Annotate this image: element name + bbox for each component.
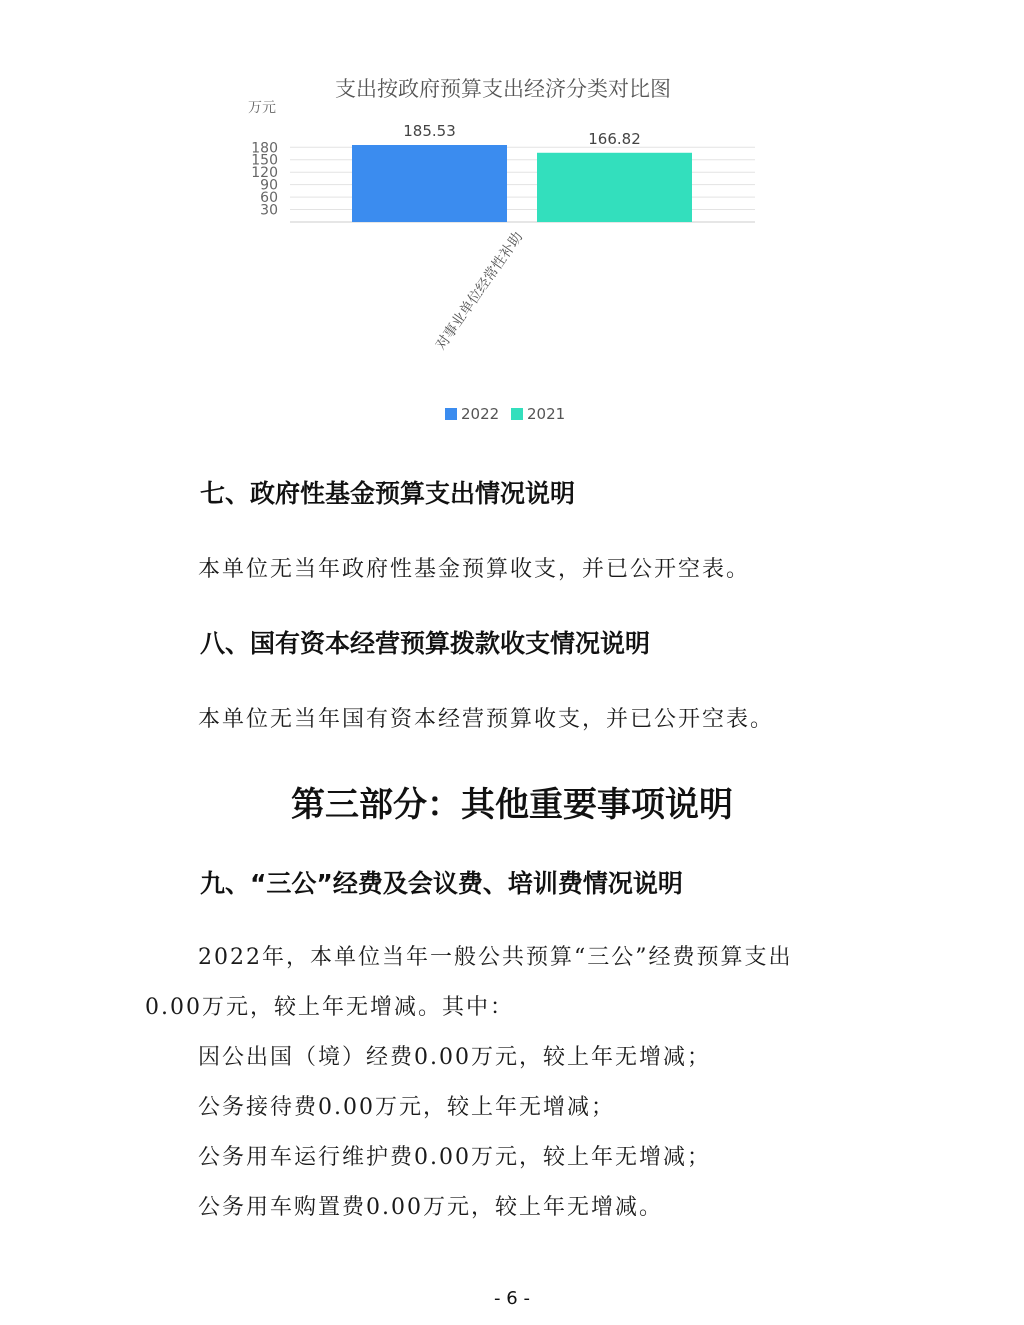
chart-legend [445, 405, 565, 423]
y-tick-label: 90 [260, 177, 278, 194]
y-tick-label: 30 [260, 202, 278, 219]
page-number: - 6 - [494, 1288, 530, 1309]
y-tick-label: 60 [260, 190, 278, 207]
part-3-title: 第三部分：其他重要事项说明 [291, 785, 733, 825]
section-7-title: 七、政府性基金预算支出情况说明 [200, 479, 576, 508]
legend-swatch-2021 [511, 408, 523, 420]
section-7-body: 本单位无当年政府性基金预算收支，并已公开空表。 [198, 557, 751, 582]
data-label-2021: 166.82 [588, 129, 641, 148]
y-tick-label: 180 [251, 140, 278, 157]
section-9-item-1: 因公出国（境）经费0.00万元，较上年无增减； [198, 1045, 711, 1070]
chart-title: 支出按政府预算支出经济分类对比图 [335, 77, 671, 101]
section-8-title: 八、国有资本经营预算拨款收支情况说明 [200, 629, 651, 658]
bar-chart [0, 0, 1024, 440]
legend-swatch-2022 [445, 408, 457, 420]
x-category-label: 对事业单位经常性补助 [432, 229, 527, 353]
section-8-body: 本单位无当年国有资本经营预算收支，并已公开空表。 [198, 707, 775, 732]
bar-2021 [537, 153, 692, 222]
y-tick-label: 120 [251, 165, 278, 182]
x-axis-categories [432, 229, 526, 353]
section-9-item-2: 公务接待费0.00万元，较上年无增减； [198, 1095, 615, 1120]
section-9-title: 九、“三公”经费及会议费、培训费情况说明 [200, 869, 683, 898]
section-9-item-4: 公务用车购置费0.00万元，较上年无增减。 [198, 1195, 663, 1220]
legend-label-2021: 2021 [527, 405, 566, 423]
section-9-para-line-2: 0.00万元，较上年无增减。其中： [145, 995, 514, 1020]
section-9-item-3: 公务用车运行维护费0.00万元，较上年无增减； [198, 1145, 711, 1170]
y-axis-label: 万元 [248, 100, 276, 116]
y-tick-label: 150 [251, 152, 278, 169]
data-label-2022: 185.53 [403, 122, 456, 140]
bar-2022 [352, 145, 507, 222]
legend-label-2022: 2022 [461, 405, 500, 423]
section-9-para-line-1: 2022年，本单位当年一般公共预算“三公”经费预算支出 [198, 945, 793, 970]
y-axis-ticks [251, 140, 278, 218]
